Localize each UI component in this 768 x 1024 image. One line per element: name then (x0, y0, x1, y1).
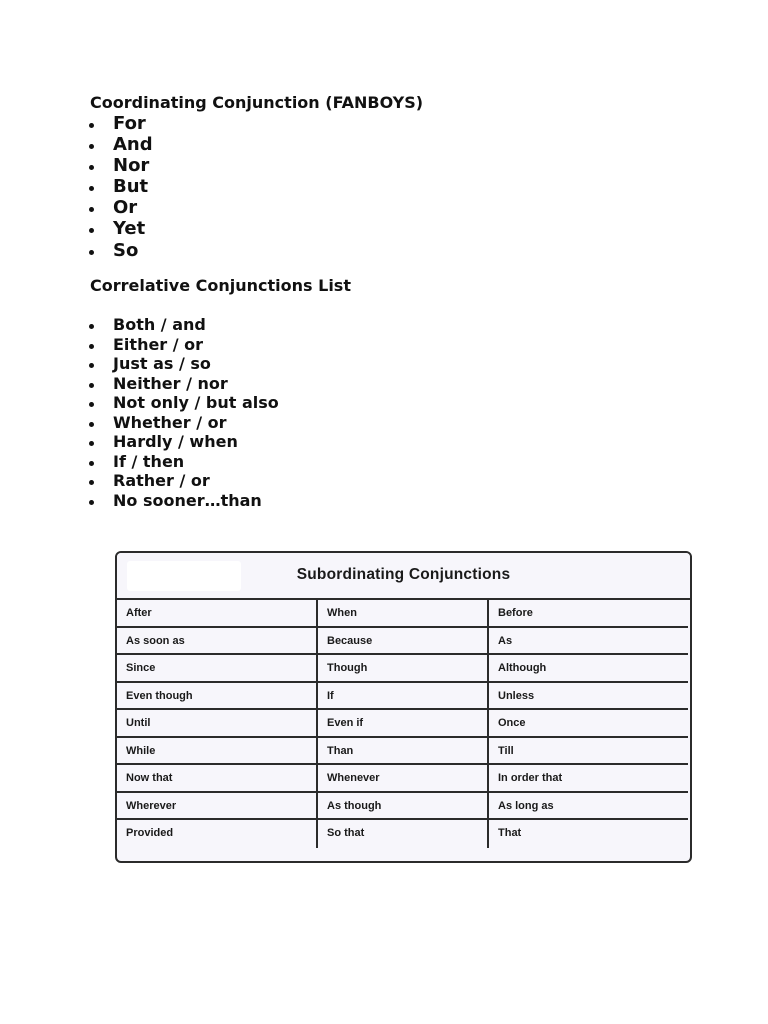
table-cell: As though (318, 793, 489, 821)
table-cell: That (498, 827, 522, 839)
list-item: Just as / so (0, 354, 279, 374)
list-item: Hardly / when (0, 432, 279, 452)
list-item: Whether / or (0, 413, 279, 433)
correlative-heading: Correlative Conjunctions List (90, 276, 351, 295)
table-cell: Provided (117, 820, 318, 848)
list-item: Nor (0, 155, 153, 176)
list-item: No sooner…than (0, 491, 279, 511)
table-cell: Whenever (318, 765, 489, 793)
table-cell: Till (489, 738, 688, 766)
table-cell: Until (117, 710, 318, 738)
table-cell: Than (318, 738, 489, 766)
table-cell: Even if (318, 710, 489, 738)
table-cell: Because (318, 628, 489, 656)
table-cell: Though (318, 655, 489, 683)
table-cell: After (117, 600, 318, 628)
list-item: Not only / but also (0, 393, 279, 413)
list-item: If / then (0, 452, 279, 472)
table-cell: While (117, 738, 318, 766)
list-item: Both / and (0, 315, 279, 335)
table-title: Subordinating Conjunctions (296, 566, 511, 583)
list-item: Yet (0, 218, 153, 239)
table-cell: Although (489, 655, 688, 683)
table-cell: When (318, 600, 489, 628)
table-cell: In order that (489, 765, 688, 793)
table-cell: Once (489, 710, 688, 738)
table-cell: Wherever (117, 793, 318, 821)
list-item: Neither / nor (0, 374, 279, 394)
table-cell: If (318, 683, 489, 711)
table-title-row (117, 553, 690, 600)
correlative-list (0, 315, 279, 510)
table-cell: As (489, 628, 688, 656)
table-cell: Unless (489, 683, 688, 711)
table-cell: As soon as (117, 628, 318, 656)
table-cell: As long as (489, 793, 688, 821)
list-item: Either / or (0, 335, 279, 355)
table-cell: Before (489, 600, 688, 628)
table-cell: Now that (117, 765, 318, 793)
coordinating-list (0, 113, 153, 261)
subordinating-table (115, 551, 692, 863)
table-cell: Even though (117, 683, 318, 711)
list-item: And (0, 134, 153, 155)
table-grid (117, 600, 690, 848)
list-item: Or (0, 197, 153, 218)
list-item: But (0, 176, 153, 197)
table-cell: So that (318, 820, 489, 848)
list-item: For (0, 113, 153, 134)
list-item: So (0, 240, 153, 261)
table-cell: Since (117, 655, 318, 683)
list-item: Rather / or (0, 471, 279, 491)
coordinating-heading: Coordinating Conjunction (FANBOYS) (90, 93, 424, 112)
